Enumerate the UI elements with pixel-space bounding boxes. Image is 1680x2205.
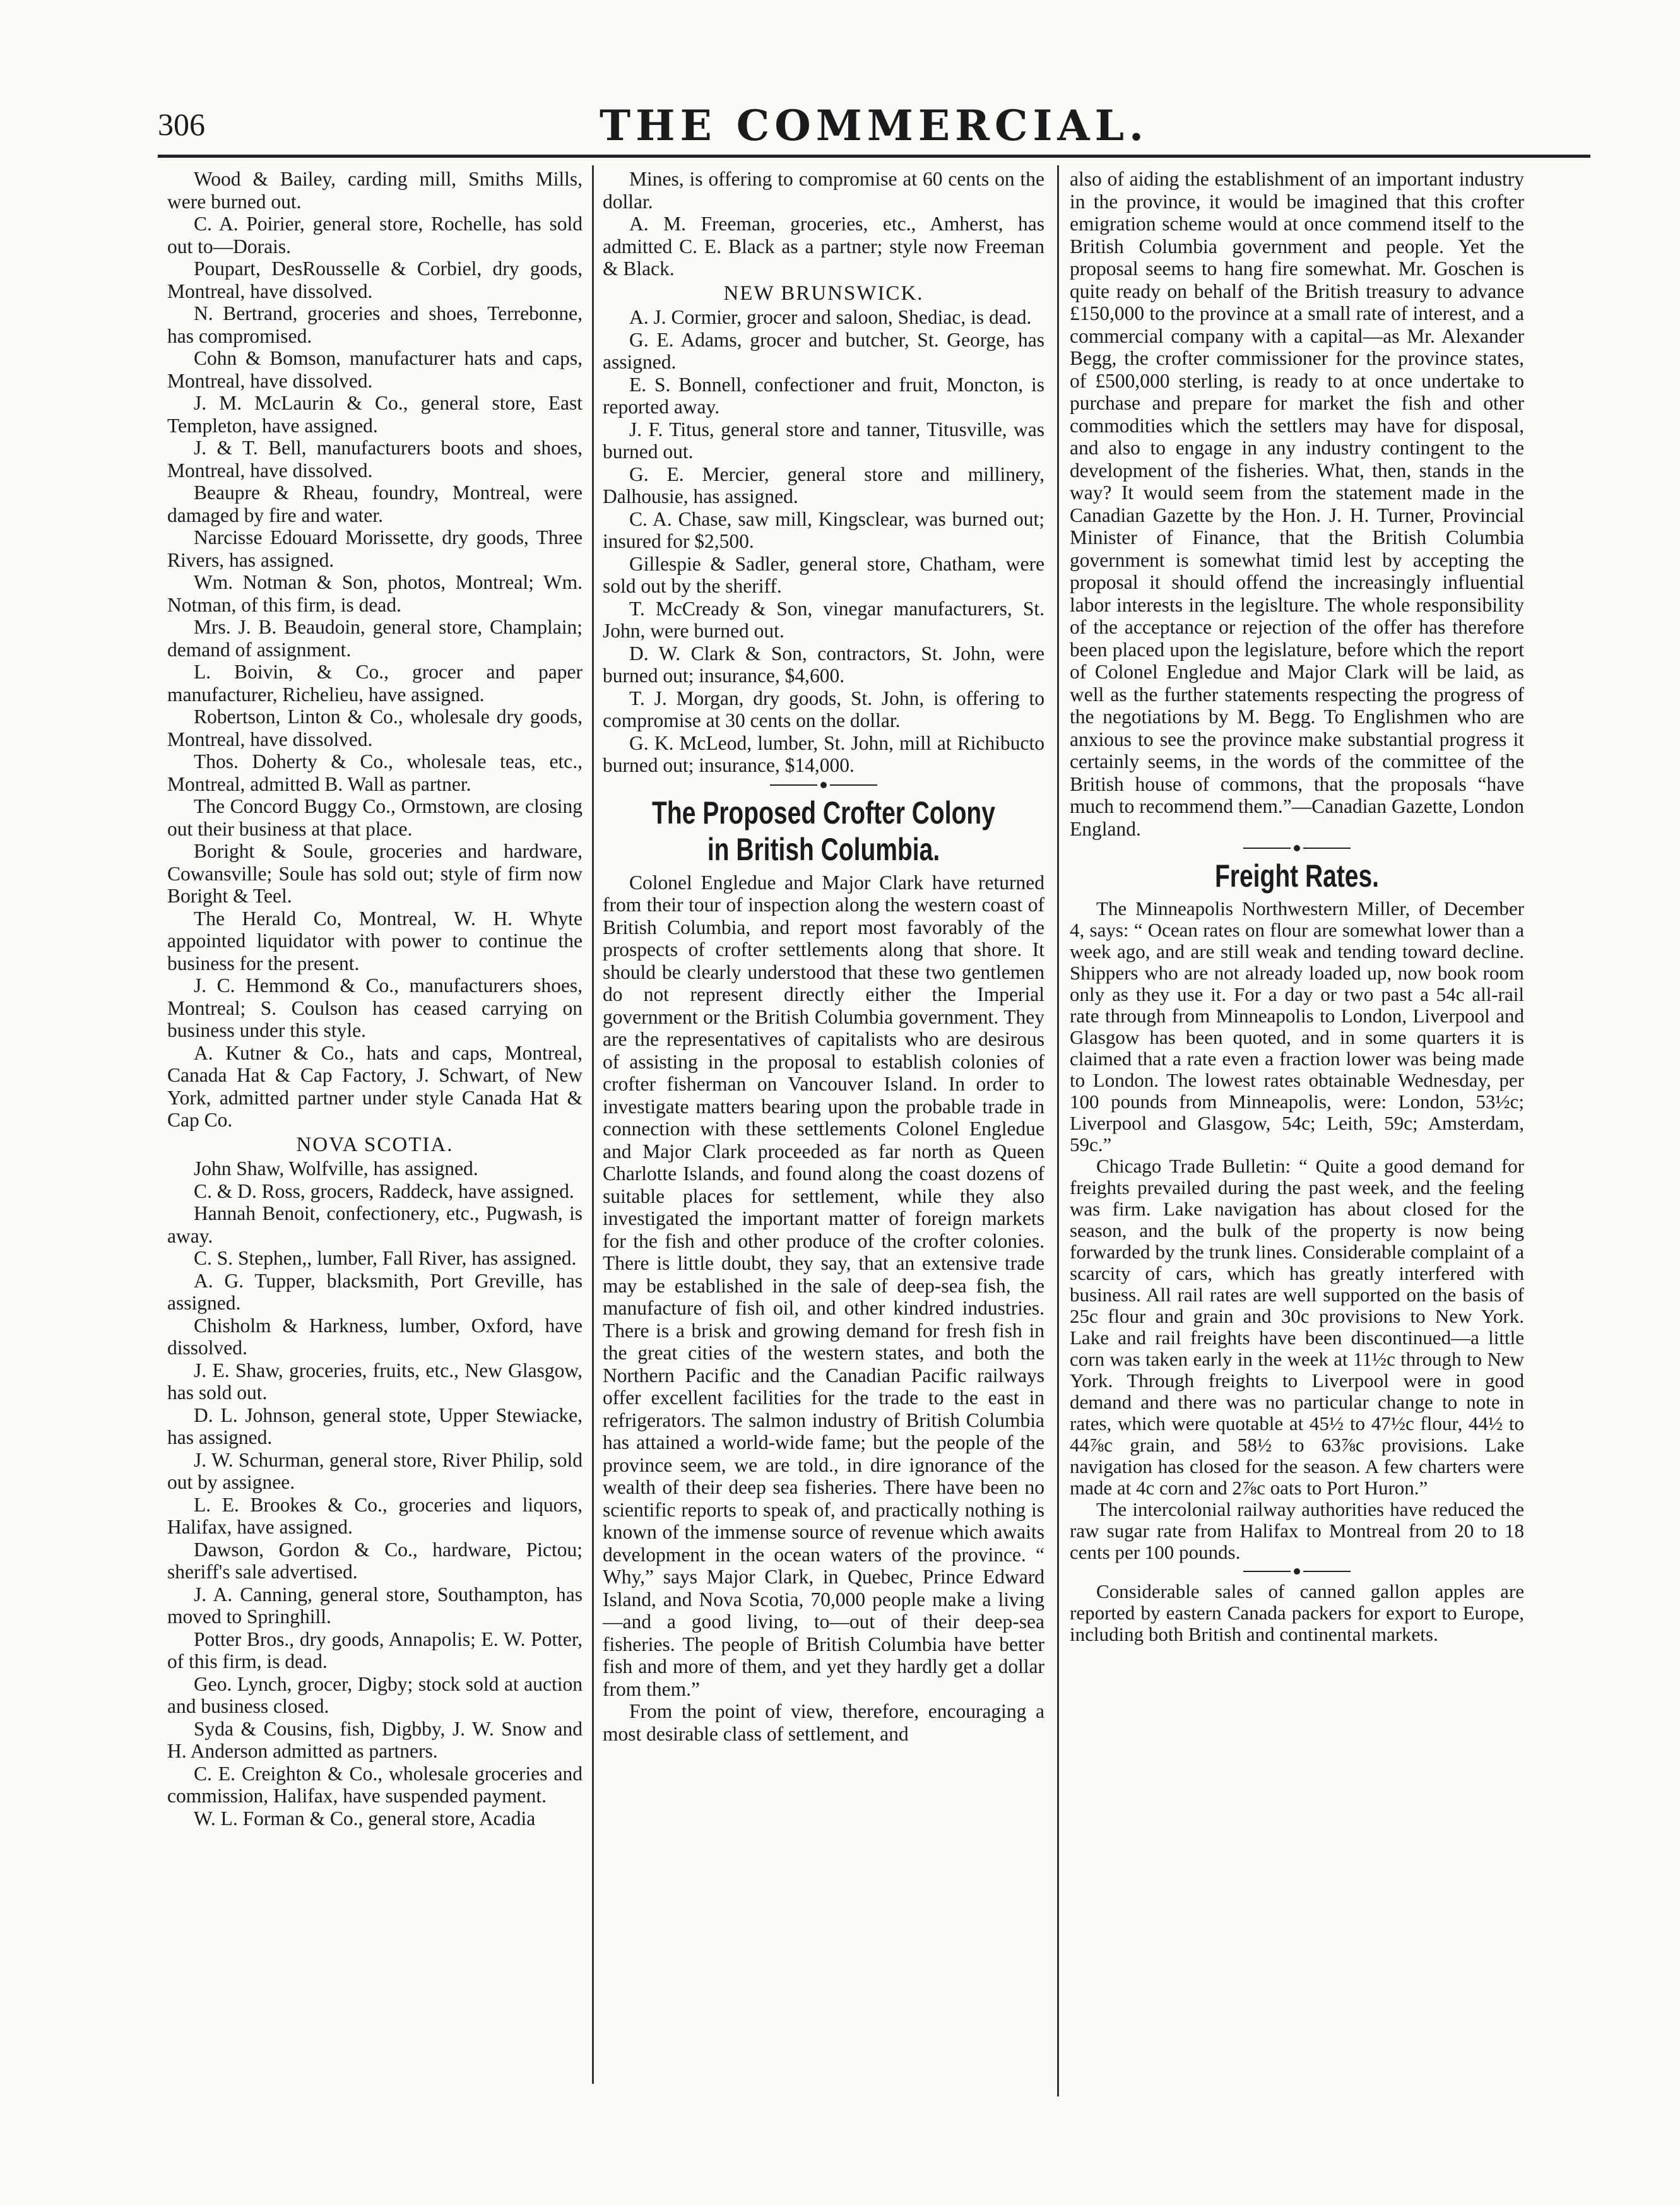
business-notice: G. E. Adams, grocer and butcher, St. George, has assigned. (603, 328, 1044, 373)
article-paragraph: Chicago Trade Bulletin: “ Quite a good demand for freights prevailed during the past week, and the feeling was firm. Lake navigation has about closed for the season, and the bulk of the property is now being forwarded by the trunk lines. Considerable complaint of a scarcity of cars, which has greatly interfered with business. All rail rates are well supported on the basis of 25c flour and grain and 30c provisions to New York. Lake and rail freights have been discontinued—a little corn was taken early in the week at 11½c through to New York. Through freights to Liverpool were in good demand and there was no particular change to note in rates, which were quotable at 45½ to 47½c flour, 44½ to 44⅞c grain, and 58½ to 63⅞c provisions. Lake navigation has closed for the season. A few charters were made at 4c corn and 2⅞c oats to Port Huron.” (1070, 1155, 1524, 1499)
business-notice: Robertson, Linton & Co., wholesale dry goods, Montreal, have dissolved. (167, 706, 583, 750)
business-notice: D. L. Johnson, general stote, Upper Stewiacke, has assigned. (167, 1404, 583, 1448)
business-notice: J. A. Canning, general store, Southampton, has moved to Springhill. (167, 1583, 583, 1628)
business-notice: Chisholm & Harkness, lumber, Oxford, have dissolved. (167, 1314, 583, 1359)
business-notice: Geo. Lynch, grocer, Digby; stock sold at auction and business closed. (167, 1672, 583, 1717)
business-notice: J. W. Schurman, general store, River Philip, sold out by assignee. (167, 1448, 583, 1493)
header-rule (158, 155, 1590, 158)
section-ornament (1243, 1567, 1351, 1576)
business-notice: L. E. Brookes & Co., groceries and liquors, Halifax, have assigned. (167, 1493, 583, 1538)
business-notice: Cohn & Bomson, manufacturer hats and caps, Montreal, have dissolved. (167, 347, 583, 392)
business-notice: T. McCready & Son, vinegar manufacturers, St. John, were burned out. (603, 597, 1044, 642)
business-notice: Gillespie & Sadler, general store, Chatham, were sold out by the sheriff. (603, 552, 1044, 597)
business-notice: D. W. Clark & Son, contractors, St. John, were burned out; insurance, $4,600. (603, 642, 1044, 687)
article-paragraph: Colonel Engledue and Major Clark have returned from their tour of inspection along the western coast of British Columbia, and report most favorably of the prospects of crofter settlements along that shore. It should be clearly understood that these two gentlemen do not represent directly either the Imperial government or the British Columbia government. They are the representatives of capitalists who are desirous of assisting in the proposal to establish colonies of crofter fisherman on Vancouver Island. In order to investigate matters bearing upon the probable trade in connection with these settlements Colonel Engledue and Major Clark proceeded as far north as Queen Charlotte Islands, and found along the coast dozens of suitable places for settlement, while they also investigated the important matter of foreign markets for the fish and other produce of the crofter colonies. There is little doubt, they say, that an extensive trade may be established in the sale of deep-sea fish, the manufacture of fish oil, and other kindred industries. There is a brisk and growing demand for fresh fish in the great cities of the western states, and both the Northern Pacific and the Canadian Pacific railways offer excellent facilities for the trade to the east in refrigerators. The salmon industry of British Columbia has attained a world-wide fame; but the people of the province seem, we are told., in dire ignorance of the wealth of their deep sea fisheries. There have been no scientific reports to speak of, and practically nothing is known of the immense source of revenue which awaits development in the ocean waters of the province. “ Why,” says Major Clark, in Quebec, Prince Edward Island, and Nova Scotia, 70,000 people make a living—and a good living, to—out of their deep-sea fisheries. The people of British Columbia have better fish and more of them, and yet they hardly get a dollar from them.” (603, 871, 1044, 1700)
business-notice: J. F. Titus, general store and tanner, Titusville, was burned out. (603, 418, 1044, 463)
business-notice: J. C. Hemmond & Co., manufacturers shoes, Montreal; S. Coulson has ceased carrying on business under this style. (167, 974, 583, 1041)
quebec-business-notices (167, 168, 583, 1132)
nova-scotia-business-notices (167, 1157, 583, 1830)
business-notice: Mrs. J. B. Beaudoin, general store, Champlain; demand of assignment. (167, 616, 583, 661)
business-notice: Potter Bros., dry goods, Annapolis; E. W. Potter, of this firm, is dead. (167, 1628, 583, 1672)
business-notice: Syda & Cousins, fish, Digbby, J. W. Snow and H. Anderson admitted as partners. (167, 1717, 583, 1762)
business-notice: Narcisse Edouard Morissette, dry goods, Three Rivers, has assigned. (167, 526, 583, 571)
business-notice: A. G. Tupper, blacksmith, Port Greville, has assigned. (167, 1269, 583, 1314)
business-notice: J. M. McLaurin & Co., general store, East Templeton, have assigned. (167, 392, 583, 437)
section-ornament (1243, 844, 1351, 853)
business-notice: C. S. Stephen,, lumber, Fall River, has assigned. (194, 1247, 577, 1269)
nova-scotia-heading: NOVA SCOTIA. (296, 1133, 454, 1156)
business-notice: The Herald Co, Montreal, W. H. Whyte appointed liquidator with power to continue the business for the present. (167, 907, 583, 974)
business-notice: E. S. Bonnell, confectioner and fruit, Moncton, is reported away. (603, 373, 1044, 418)
business-notice: C. & D. Ross, grocers, Raddeck, have assigned. (194, 1179, 574, 1202)
business-notice: John Shaw, Wolfville, has assigned. (194, 1157, 478, 1179)
business-notice: The Concord Buggy Co., Ormstown, are closing out their business at that place. (167, 795, 583, 840)
page-number: 306 (158, 107, 205, 142)
column-2 (603, 168, 1044, 2099)
business-notice: A. M. Freeman, groceries, etc., Amherst, has admitted C. E. Black as a partner; style now Freeman & Black. (603, 213, 1044, 280)
crofter-colony-article (603, 872, 1044, 1746)
business-notice: Wm. Notman & Son, photos, Montreal; Wm. Notman, of this firm, is dead. (167, 571, 583, 616)
canned-apples-note: Considerable sales of canned gallon apples are reported by eastern Canada packers for export to Europe, including both British and continental markets. (1070, 1580, 1524, 1645)
masthead (158, 101, 1590, 158)
continued-notices (603, 168, 1044, 280)
business-notice: A. J. Cormier, grocer and saloon, Shediac, is dead. (629, 306, 1032, 328)
business-notice: J. & T. Bell, manufacturers boots and shoes, Montreal, have dissolved. (167, 437, 583, 482)
business-notice: A. Kutner & Co., hats and caps, Montreal, Canada Hat & Cap Factory, J. Schwart, of New York, admitted partner under style Canada Hat & Cap Co. (167, 1041, 583, 1131)
crofter-article-continued: also of aiding the establishment of an important industry in the province, it would be imagined that this crofter emigration scheme would at once commend itself to the British Columbia government and people. Yet the proposal seems to hang fire somewhat. Mr. Goschen is quite ready on behalf of the British treasury to advance £150,000 to the province at a small rate of interest, and a commercial company with a capital—as Mr. Alexander Begg, the crofter commissioner for the province states, of £500,000 sterling, is ready to at once undertake to purchase and prepare for market the fish and other commodities which the settlers may have for disposal, and also to engage in any industry contingent to the development of the fisheries. What, then, stands in the way? It would seem from the statement made in the Canadian Gazette by the Hon. J. H. Turner, Provincial Minister of Finance, that the British Columbia government is somewhat timid lest by accepting the proposal it should offend the increasingly influential labor interests in the legislture. The whole responsibility of the acceptance or rejection of the offer has therefore been placed upon the legislature, before which the report of Colonel Engledue and Major Clark will be laid, as well as the further statements respecting the progress of the negotiations by M. Begg. To Englishmen who are anxious to see the province make substantial progress it certainly seems, in the words of the committee of the British house of commons, that the proposals “have much to recommend them.”—Canadian Gazette, London England. (1070, 168, 1524, 840)
section-ornament (770, 781, 877, 789)
business-notice: Thos. Doherty & Co., wholesale teas, etc., Montreal, admitted B. Wall as partner. (167, 750, 583, 795)
article-paragraph: The intercolonial railway authorities have reduced the raw sugar rate from Halifax to Montreal from 20 to 18 cents per 100 pounds. (1070, 1498, 1524, 1563)
business-notice: Boright & Soule, groceries and hardware, Cowansville; Soule has sold out; style of firm now Boright & Teel. (167, 840, 583, 907)
business-notice: Wood & Bailey, carding mill, Smiths Mills, were burned out. (167, 168, 583, 213)
column-divider-1 (592, 165, 594, 2084)
business-notice: Dawson, Gordon & Co., hardware, Pictou; sheriff's sale advertised. (167, 1538, 583, 1583)
business-notice: T. J. Morgan, dry goods, St. John, is offering to compromise at 30 cents on the dollar. (603, 687, 1044, 731)
column-divider-2 (1057, 165, 1059, 2096)
business-notice: Beaupre & Rheau, foundry, Montreal, were damaged by fire and water. (167, 482, 583, 526)
business-notice: C. E. Creighton & Co., wholesale groceries and commission, Halifax, have suspended payment. (167, 1762, 583, 1807)
new-brunswick-heading: NEW BRUNSWICK. (723, 281, 924, 305)
business-notice: W. L. Forman & Co., general store, Acadia (194, 1807, 536, 1830)
business-notice: J. E. Shaw, groceries, fruits, etc., New Glasgow, has sold out. (167, 1359, 583, 1404)
freight-rates-article (1070, 898, 1524, 1563)
business-notice: G. E. Mercier, general store and millinery, Dalhousie, has assigned. (603, 463, 1044, 507)
business-notice: Mines, is offering to compromise at 60 cents on the dollar. (603, 168, 1044, 213)
business-notice: Poupart, DesRousselle & Corbiel, dry goods, Montreal, have dissolved. (167, 257, 583, 302)
freight-rates-heading: Freight Rates. (1214, 858, 1380, 894)
new-brunswick-business-notices (603, 306, 1044, 777)
article-paragraph: The Minneapolis Northwestern Miller, of December 4, says: “ Ocean rates on flour are somewhat lower than a week ago, and are still weak and tending toward decline. Shippers who are not already loaded up, now book room only as they use it. For a day or two past a 54c all-rail rate through from Minneapolis to London, Liverpool and Glasgow has been quoted, and in some quarters it is claimed that a rate even a fraction lower was being made to London. The lowest rates obtainable Wednesday, per 100 pounds from Minneapolis, were: London, 53½c; Liverpool and Glasgow, 54c; Leith, 59c; Amsterdam, 59c.” (1070, 897, 1524, 1156)
business-notice: N. Bertrand, groceries and shoes, Terrebonne, has compromised. (167, 302, 583, 347)
business-notice: L. Boivin, & Co., grocer and paper manufacturer, Richelieu, have assigned. (167, 661, 583, 706)
crofter-colony-heading: The Proposed Crofter Colony in British Columbia. (652, 795, 995, 867)
business-notice: Hannah Benoit, confectionery, etc., Pugwash, is away. (167, 1202, 583, 1247)
newspaper-title: THE COMMERCIAL. (599, 101, 1149, 150)
business-notice: C. A. Poirier, general store, Rochelle, has sold out to—Dorais. (167, 213, 583, 257)
column-1 (167, 168, 583, 2080)
article-paragraph: From the point of view, therefore, encouraging a most desirable class of settlement, and (603, 1700, 1044, 1745)
business-notice: G. K. McLeod, lumber, St. John, mill at Richibucto burned out; insurance, $14,000. (603, 731, 1044, 776)
column-3 (1070, 168, 1524, 2105)
business-notice: C. A. Chase, saw mill, Kingsclear, was burned out; insured for $2,500. (603, 507, 1044, 552)
